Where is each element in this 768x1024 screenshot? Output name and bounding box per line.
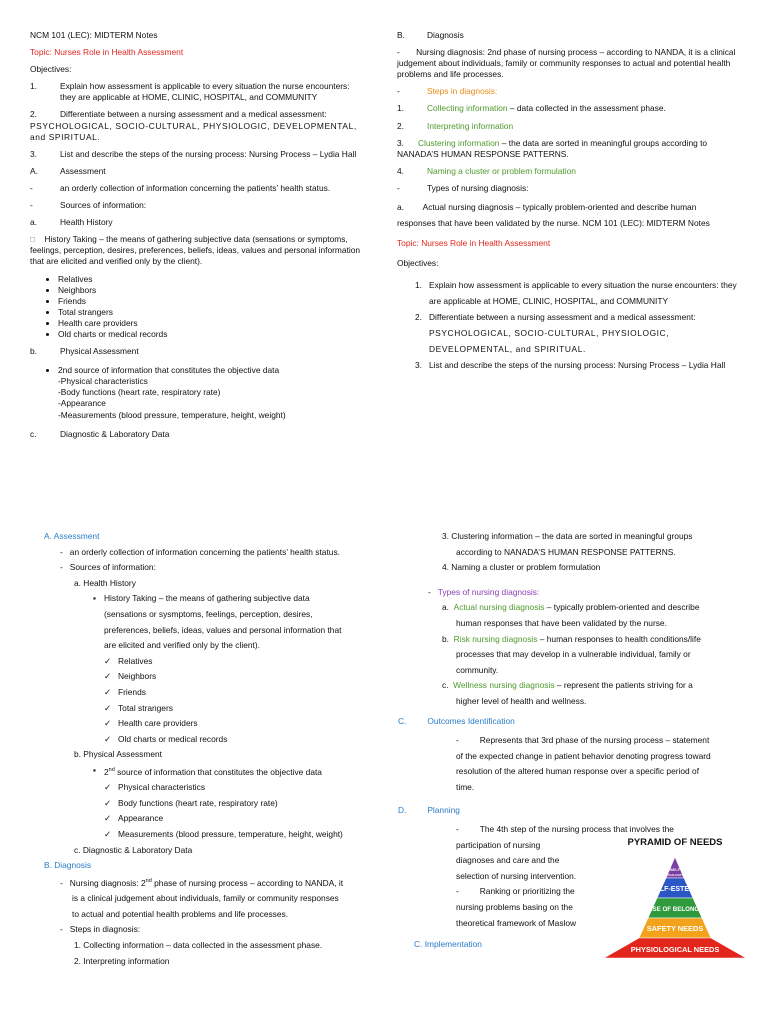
list-item: ✓ Body functions (heart rate, respiratory rate) <box>118 796 384 812</box>
bottom-types-list: a. Actual nursing diagnosis – typically problem-oriented and describe human responses that have been validated by the nurse. b. Risk nursing diagnosis – human responses to health conditions/life processes that may develop in a vulnerable individual, family or community. c. Wellness nursing diagnosis – represent the patients striving for a higher level of health and wellness. <box>398 600 743 709</box>
nursing-diagnosis-definition: - Nursing diagnosis: 2nd phase of nursing process – according to NANDA, it is a clinical judgement about individuals, family or community responses to actual and potential health problems and life processes. <box>397 47 736 80</box>
bottom-steps-list <box>44 938 384 969</box>
steps-label: - Steps in diagnosis: <box>397 86 498 97</box>
list-item: • Old charts or medical records <box>58 329 365 340</box>
bottom-section-b-heading: B. Diagnosis <box>44 860 92 871</box>
list-item: ✓ Friends <box>118 685 384 701</box>
pyramid-title: PYRAMID OF NEEDS <box>627 837 723 848</box>
assessment-definition: - an orderly collection of information concerning the patients’ health status. <box>30 182 331 193</box>
svg-text:SELF: SELF <box>669 867 681 872</box>
physical-assessment-heading: b. Physical Assessment <box>30 346 139 357</box>
list-item: • Health care providers <box>58 318 365 329</box>
section-d-heading: D. Planning <box>398 804 460 815</box>
list-item: a. Actual nursing diagnosis – typically problem-oriented and describe <box>442 602 700 613</box>
objective-1-repeat: 1. Explain how assessment is applicable to every situation the nurse encounters: they are applicable at HOME, CLINIC, HOSPITAL, and COMMUNITY <box>415 280 737 307</box>
outcomes-text: - Represents that 3rd phase of the nursing process – statement of the expected change in patient behavior denoting progress toward resolution of the altered human response over a specific period of time. <box>456 735 711 792</box>
objective-2-list: PSYCHOLOGICAL, SOCIO-CULTURAL, PHYSIOLOGIC, DEVELOPMENTAL, and SPIRITUAL. <box>30 120 357 142</box>
svg-text:ACTUALIZATION: ACTUALIZATION <box>662 873 688 877</box>
step-3: 3. Clustering information – the data are sorted in meaningful groups according to NANADA’S HUMAN RESPONSE PATTERNS. <box>397 137 708 159</box>
bottom-history-taking: ▪ History Taking – the means of gathering subjective data (sensations or sysmptoms, feelings, perception, desires, preferences, beliefs, ideas, values and personal information that are elicited and verified only by the client). <box>44 591 384 653</box>
pyramid-of-needs-image <box>600 830 750 972</box>
objectives-list-repeat <box>397 278 737 374</box>
doc-title: NCM 101 (LEC): MIDTERM Notes <box>30 30 158 40</box>
list-item: 2. Interpreting information <box>74 955 170 966</box>
bottom-section-a-heading: A. Assessment <box>44 531 100 541</box>
list-item: ✓ Total strangers <box>118 701 384 717</box>
step-4: 4. Naming a cluster or problem formulation <box>397 165 576 176</box>
svg-text:SENSE OF BELONGING: SENSE OF BELONGING <box>639 906 711 913</box>
bottom-pa-checklist <box>44 780 384 842</box>
list-item: ✓ Old charts or medical records <box>118 732 384 748</box>
implementation-heading: C. Implementation <box>414 939 482 950</box>
section-c-heading: C. Outcomes Identification <box>398 715 515 726</box>
topic-heading-repeat: Topic: Nurses Role in Health Assessment <box>397 237 551 248</box>
list-item: • Relatives <box>58 274 365 285</box>
bottom-nursing-diagnosis: - Nursing diagnosis: 2nd phase of nursing process – according to NANDA, it is a clinical judgement about individuals, family or community responses to actual and potential health problems and life processes. - Steps in diagnosis: <box>60 877 344 935</box>
sources-list <box>30 274 365 341</box>
section-b-heading: B. Diagnosis <box>397 30 464 40</box>
bottom-assessment-definition: - an orderly collection of information concerning the patients’ health status. <box>60 546 340 557</box>
section-a-heading: A. Assessment <box>30 165 106 176</box>
objectives-label-repeat: Objectives: <box>397 258 439 269</box>
list-item: ✓ Appearance <box>118 811 384 827</box>
bottom-sources-checklist <box>44 654 384 748</box>
sources-label: - Sources of information: <box>30 200 147 211</box>
list-item: b. Risk nursing diagnosis – human responses to health conditions/life <box>442 633 701 644</box>
bottom-steps-continued: 3. Clustering information – the data are sorted in meaningful groups according to NANADA’S HUMAN RESPONSE PATTERNS. 4. Naming a cluster or problem formulation <box>442 531 693 573</box>
bottom-left-column <box>44 529 384 969</box>
top-left-column <box>30 30 365 440</box>
objective-2: 2. Differentiate between a nursing assessment and a medical assessment: <box>30 109 327 120</box>
list-item: ✓ Neighbors <box>118 669 384 685</box>
svg-text:SELF-ESTEEM: SELF-ESTEEM <box>650 886 700 893</box>
list-item: 1. Collecting information – data collected in the assessment phase. <box>74 940 323 951</box>
history-taking-text: □ History Taking – the means of gathering subjective data (sensations or symptoms, feelings, perception, desires, preferences, beliefs, ideas, values and personal information that are elicited and verified only by the client). <box>30 234 361 267</box>
objective-1: 1. Explain how assessment is applicable to every situation the nurse encounters: they are applicable at HOME, CLINIC, HOSPITAL, and COMMUNITY <box>30 81 350 103</box>
bottom-types-label: - Types of nursing diagnosis: <box>428 586 540 597</box>
bottom-physical-assessment: b. Physical Assessment <box>74 749 162 760</box>
list-item: ✓ Relatives <box>118 654 384 670</box>
top-right-column <box>397 30 737 374</box>
objective-2-repeat: 2. Differentiate between a nursing assessment and a medical assessment: PSYCHOLOGICAL, SOCIO-CULTURAL, PHYSIOLOGIC, DEVELOPMENTAL, and SPIRITUAL. <box>415 312 696 355</box>
planning-text: - The 4th step of the nursing process that involves the participation of nursing diagnoses and care and the selection of nursing intervention. - Ranking or prioritizing the nursing problems basing on the theoretical framework of Maslow <box>456 824 674 928</box>
bottom-health-history: a. Health History <box>74 577 136 588</box>
list-item: c. Wellness nursing diagnosis – represent the patients striving for a <box>442 680 693 691</box>
list-item: • Neighbors <box>58 285 365 296</box>
diagnostic-lab-heading: c. Diagnostic & Laboratory Data <box>30 428 170 439</box>
bottom-sources-label: - Sources of information: <box>60 562 156 573</box>
list-item: ✓ Measurements (blood pressure, temperature, height, weight) <box>118 827 384 843</box>
bottom-pa-first: ▪ 2nd source of information that constitutes the objective data <box>104 763 384 780</box>
types-label: - Types of nursing diagnosis: <box>397 182 529 193</box>
health-history-heading: a. Health History <box>30 217 113 228</box>
physical-assessment-list <box>30 365 365 420</box>
step-1: 1. Collecting information – data collected in the assessment phase. <box>397 103 666 114</box>
list-item: • 2nd source of information that constitutes the objective data -Physical characteristics -Body functions (heart rate, respiratory rate) -Appearance -Measurements (blood pressure, temperature, height, weight) <box>58 365 365 420</box>
objective-3-repeat: 3. List and describe the steps of the nursing process: Nursing Process – Lydia Hall <box>415 360 726 370</box>
list-item: ✓ Physical characteristics <box>118 780 384 796</box>
topic-heading: Topic: Nurses Role in Health Assessment <box>30 47 184 58</box>
step-2: 2. Interpreting information <box>397 120 514 131</box>
list-item: • Friends <box>58 296 365 307</box>
actual-nursing-diagnosis: a. Actual nursing diagnosis – typically problem-oriented and describe human responses that have been validated by the nurse. NCM 101 (LEC): MIDTERM Notes <box>397 202 710 228</box>
list-item: • Total strangers <box>58 307 365 318</box>
bottom-diagnostic-lab: c. Diagnostic & Laboratory Data <box>74 844 193 855</box>
svg-text:PHYSIOLOGICAL NEEDS: PHYSIOLOGICAL NEEDS <box>630 945 720 954</box>
objective-3: 3. List and describe the steps of the nursing process: Nursing Process – Lydia Hall <box>30 148 357 159</box>
objectives-label: Objectives: <box>30 64 72 75</box>
svg-text:SAFETY NEEDS: SAFETY NEEDS <box>646 924 704 933</box>
list-item: ✓ Health care providers <box>118 716 384 732</box>
